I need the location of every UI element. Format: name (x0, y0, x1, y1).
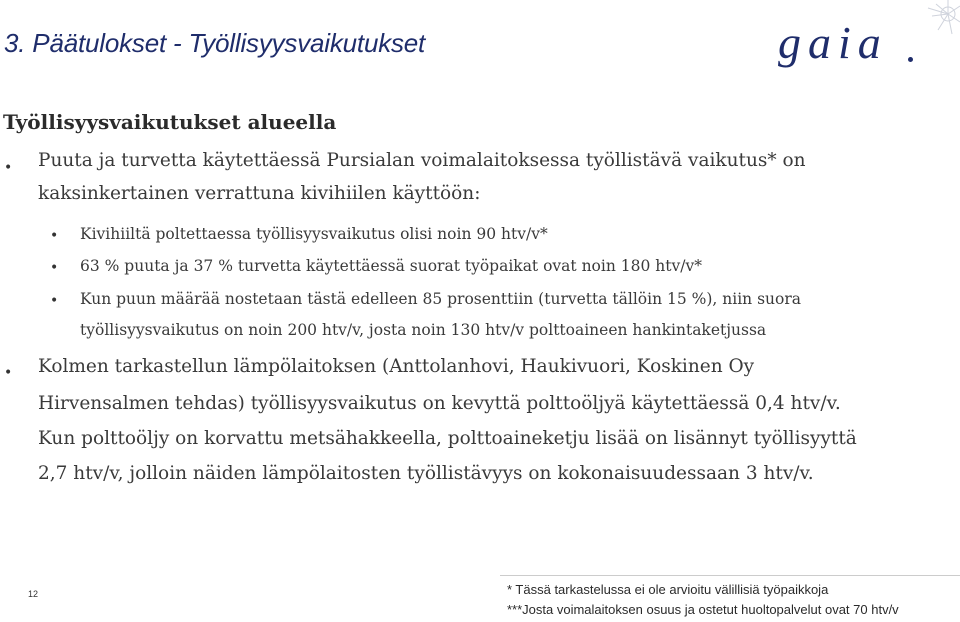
footnote-divider (500, 575, 960, 576)
footnote-2: ***Josta voimalaitoksen osuus ja ostetut huoltopalvelut ovat 70 htv/v (507, 602, 899, 617)
sub-bullet-marker: • (50, 293, 59, 309)
sub-bullet-3-line-1: Kun puun määrää nostetaan tästä edelleen 85 prosenttiin (turvetta tällöin 15 %), niin suora (80, 290, 801, 308)
section-heading: Työllisyysvaikutukset alueella (3, 110, 337, 134)
bullet-2-line-4: 2,7 htv/v, jolloin näiden lämpölaitosten työllistävyys on kokonaisuudessaan 3 htv/v. (38, 463, 814, 484)
bullet-1-line-2: kaksinkertainen verrattuna kivihiilen käyttöön: (38, 183, 481, 204)
footnote-1: * Tässä tarkastelussa ei ole arvioitu välillisiä työpaikkoja (507, 582, 829, 597)
bullet-1-line-1: Puuta ja turvetta käytettäessä Pursialan voimalaitoksessa työllistävä vaikutus* on (38, 150, 806, 171)
sun-logo-icon (908, 0, 960, 44)
sub-bullet-marker: • (50, 228, 59, 244)
gaia-logo: gaia (778, 17, 888, 68)
sub-bullet-marker: • (50, 260, 59, 276)
bullet-marker: • (4, 160, 13, 176)
slide-title: 3. Päätulokset - Työllisyysvaikutukset (4, 28, 426, 58)
bullet-2-line-2: Hirvensalmen tehdas) työllisyysvaikutus on kevyttä polttoöljyä käytettäessä 0,4 htv/v. (38, 393, 841, 414)
sub-bullet-3-line-2: työllisyysvaikutus on noin 200 htv/v, josta noin 130 htv/v polttoaineen hankintaketjussa (80, 321, 767, 339)
bullet-2-line-3: Kun polttoöljy on korvattu metsähakkeella, polttoaineketju lisää on lisännyt työllisyyttä (38, 428, 857, 449)
sub-bullet-2-line-1: 63 % puuta ja 37 % turvetta käytettäessä suorat työpaikat ovat noin 180 htv/v* (80, 257, 702, 275)
page-number: 12 (28, 589, 39, 599)
logo-dot (908, 57, 913, 62)
sub-bullet-1-line-1: Kivihiiltä poltettaessa työllisyysvaikutus olisi noin 90 htv/v* (80, 225, 548, 243)
bullet-2-line-1: Kolmen tarkastellun lämpölaitoksen (Anttolanhovi, Haukivuori, Koskinen Oy (38, 356, 755, 377)
bullet-marker: • (4, 365, 13, 381)
